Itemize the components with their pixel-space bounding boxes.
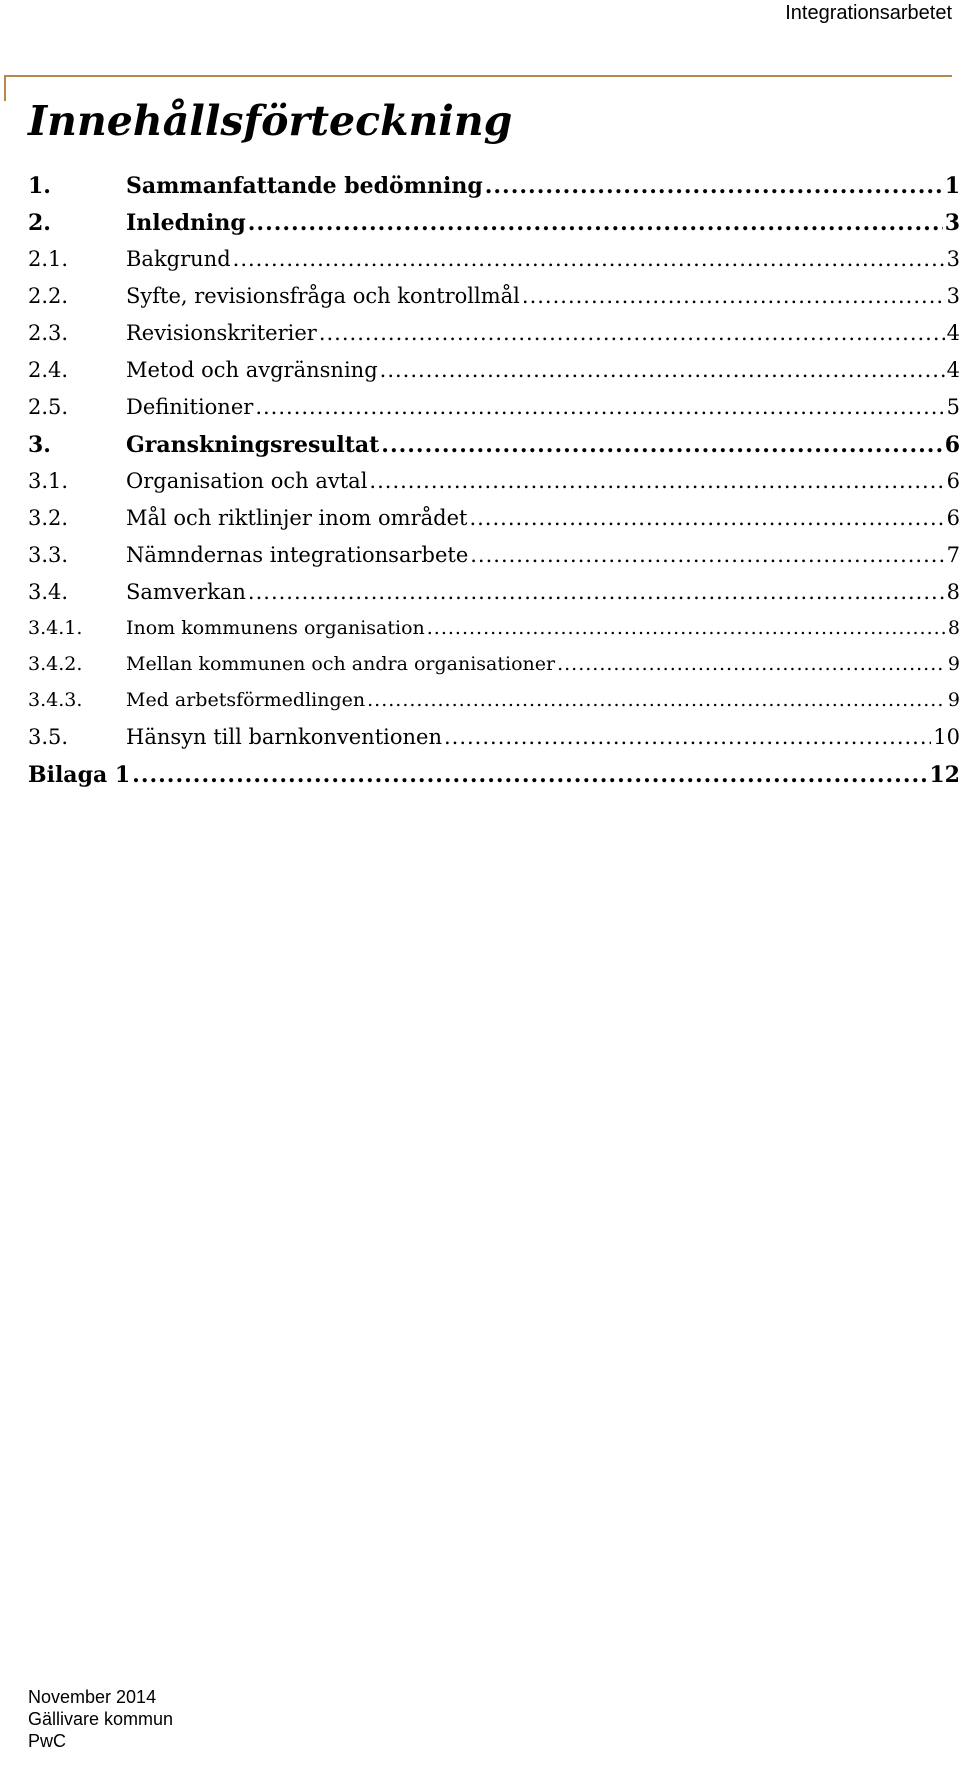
toc-entry-page: 9 [947,653,960,675]
toc-entry-label: Syfte, revisionsfråga och kontrollmål [126,284,520,308]
header-rule [4,75,952,77]
toc-leader-dots [369,469,944,493]
toc-entry[interactable] [28,321,960,351]
toc-entry[interactable] [28,762,960,792]
toc-leader-dots [233,247,945,271]
toc-entry-label: Inom kommunens organisation [126,617,425,639]
toc-entry-label: Hänsyn till barnkonventionen [126,725,442,749]
page-footer [28,1686,173,1752]
toc-entry-page: 1 [944,173,960,199]
toc-entry-number: 3.1. [28,469,69,493]
footer-firm: PwC [28,1731,67,1751]
toc-entry-label: Bilaga 1 [28,762,131,788]
toc-leader-dots [248,210,943,236]
toc-entry-number: 3.4.2. [28,653,83,675]
toc-entry[interactable] [28,358,960,388]
toc-entry-label: Inledning [126,210,246,236]
toc-entry[interactable] [28,653,960,683]
toc-entry-page: 8 [947,617,960,639]
toc-leader-dots [255,395,944,419]
toc-leader-dots [557,653,946,675]
toc-entry[interactable] [28,580,960,610]
toc-entry-page: 5 [946,395,960,419]
toc-entry-number: 3.4. [28,580,69,604]
toc-entry-page: 7 [946,543,960,567]
toc-leader-dots [522,284,945,308]
toc-entry-label: Bakgrund [126,247,231,271]
toc-entry-number: 2.1. [28,247,69,271]
toc-entry-page: 9 [947,689,960,711]
toc-entry-label: Nämndernas integrationsarbete [126,543,469,567]
toc-entry[interactable] [28,432,960,462]
toc-entry[interactable] [28,506,960,536]
toc-entry-number: 3.2. [28,506,69,530]
toc-entry[interactable] [28,725,960,755]
toc-leader-dots [380,358,945,382]
toc-leader-dots [248,580,945,604]
footer-organisation: Gällivare kommun [28,1709,174,1729]
toc-entry-number: 1. [28,173,51,199]
toc-leader-dots [132,762,927,788]
toc-entry-label: Organisation och avtal [126,469,368,493]
toc-entry-label: Mål och riktlinjer inom området [126,506,468,530]
header-rule-corner [4,75,6,101]
running-header-title: Integrationsarbetet [785,2,952,24]
toc-entry-label: Granskningsresultat [126,432,380,458]
toc-entry-number: 2. [28,210,51,236]
toc-entry[interactable] [28,173,960,203]
toc-entry[interactable] [28,395,960,425]
toc-entry-page: 6 [946,469,960,493]
toc-entry-number: 3.5. [28,725,69,749]
toc-entry-page: 4 [946,358,960,382]
toc-entry-page: 3 [946,284,960,308]
toc-entry-page: 8 [946,580,960,604]
toc-title: Innehållsförteckning [28,97,513,145]
toc-entry-number: 2.5. [28,395,69,419]
toc-leader-dots [367,689,946,711]
toc-leader-dots [470,543,944,567]
toc-entry-page: 12 [929,762,960,788]
toc-entry-label: Sammanfattande bedömning [126,173,483,199]
toc-entry-label: Revisionskriterier [126,321,317,345]
toc-entry-page: 6 [946,506,960,530]
toc-entry-label: Samverkan [126,580,246,604]
toc-entry-page: 10 [933,725,960,749]
toc-entry-number: 2.2. [28,284,69,308]
toc-leader-dots [319,321,945,345]
toc-entry-label: Metod och avgränsning [126,358,378,382]
toc-entry[interactable] [28,284,960,314]
toc-entry-label: Mellan kommunen och andra organisationer [126,653,556,675]
toc-entry-number: 3.3. [28,543,69,567]
toc-entry-page: 6 [944,432,960,458]
toc-entry[interactable] [28,247,960,277]
toc-leader-dots [444,725,931,749]
toc-entry[interactable] [28,617,960,647]
toc-entry[interactable] [28,689,960,719]
toc-leader-dots [427,617,946,639]
toc-entry[interactable] [28,210,960,240]
toc-entry-label: Definitioner [126,395,254,419]
toc-entry-page: 3 [944,210,960,236]
toc-entry-number: 2.3. [28,321,69,345]
toc-entry[interactable] [28,543,960,573]
toc-entry-number: 3.4.1. [28,617,83,639]
toc-entry-page: 3 [946,247,960,271]
toc-leader-dots [485,173,943,199]
toc-entry-number: 3. [28,432,51,458]
footer-date: November 2014 [28,1687,157,1707]
toc-entry-number: 3.4.3. [28,689,83,711]
toc-entry-label: Med arbetsförmedlingen [126,689,366,711]
toc-leader-dots [469,506,944,530]
toc-leader-dots [381,432,942,458]
toc-entry-number: 2.4. [28,358,69,382]
toc-entry[interactable] [28,469,960,499]
toc-entry-page: 4 [946,321,960,345]
